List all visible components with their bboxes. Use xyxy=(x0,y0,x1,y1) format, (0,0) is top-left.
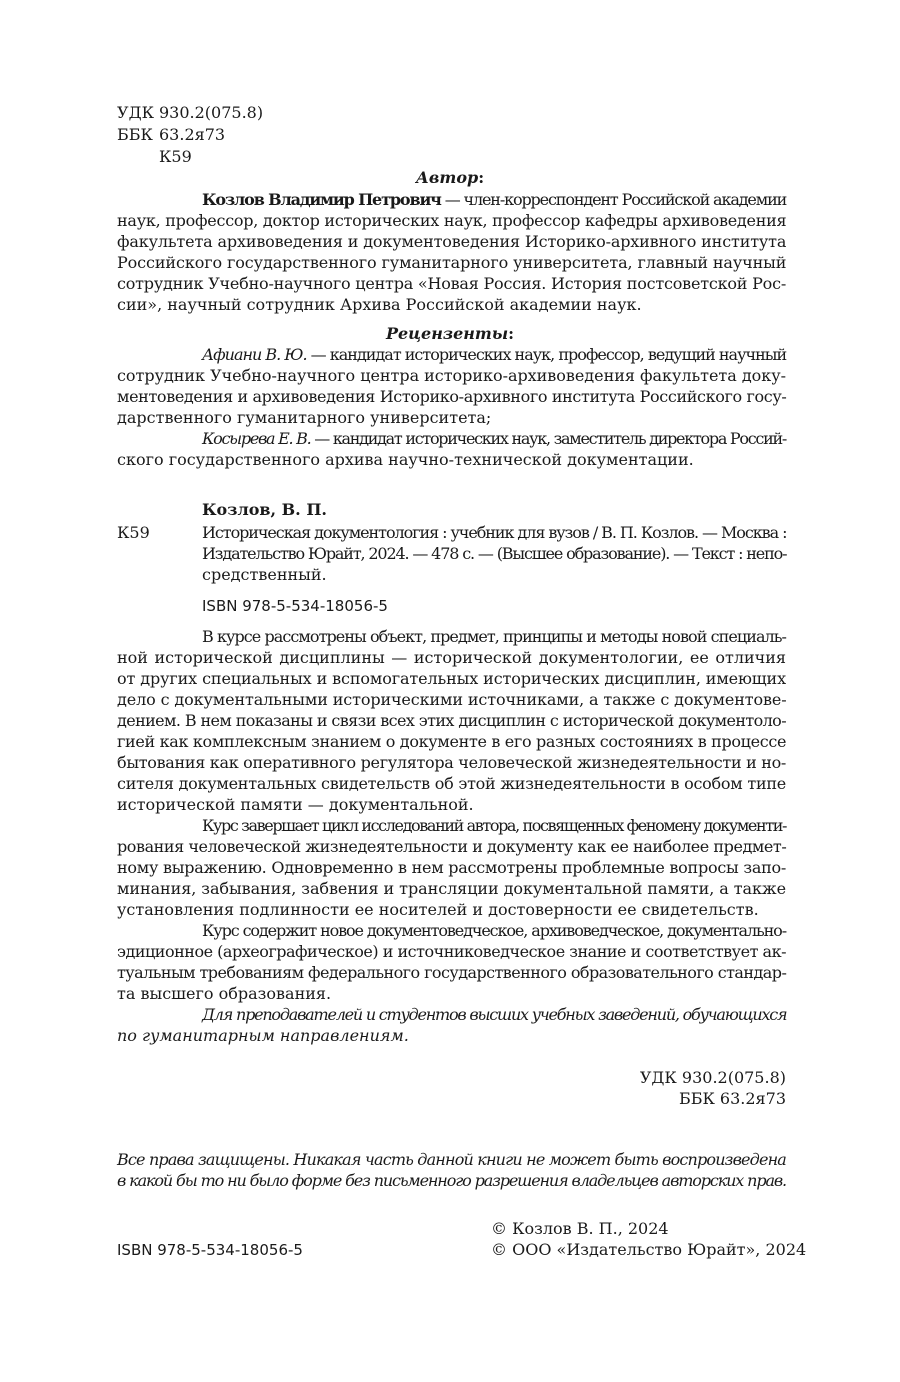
author-sign: К59 xyxy=(159,147,192,166)
reviewers-heading: Рецензенты: xyxy=(385,324,515,343)
ann-p2-line-3: ному выражению. Одновременно в нем рассмотрены проблемные вопросы запо- xyxy=(117,858,787,877)
udk-row xyxy=(117,102,317,124)
ann-p2-line-4: минания, забывания, забвения и трансляции документальной памяти, а также xyxy=(117,879,786,898)
bbk-value: 63.2я73 xyxy=(159,125,226,144)
bib-sign: К59 xyxy=(117,523,150,542)
udk-label: УДК xyxy=(117,103,154,122)
author-line-6: сии», научный сотрудник Архива Российской академии наук. xyxy=(117,295,642,314)
reviewer1-line-2: сотрудник Учебно-научного центра историко-архивоведения факультета доку- xyxy=(117,366,786,385)
ann-p3-line-1: Курс содержит новое документоведческое, архивоведческое, документально- xyxy=(202,921,786,940)
bib-heading: Козлов, В. П. xyxy=(202,500,327,519)
author-heading: Автор: xyxy=(415,168,485,187)
reviewer1-line-3: ментоведения и архивоведения Историко-архивного института Российского госу- xyxy=(117,387,787,406)
author-line-1: Козлов Владимир Петрович — член-корреспондент Российской академии xyxy=(202,190,787,209)
footer-isbn: ISBN 978-5-534-18056-5 xyxy=(117,1241,303,1259)
reviewer1-line-1: Афиани В. Ю. — кандидат исторических наук, профессор, ведущий научный xyxy=(202,345,787,364)
udk-value: 930.2(075.8) xyxy=(159,103,264,122)
ann-p1-line-3: от других специальных и вспомогательных исторических дисциплин, имеющих xyxy=(117,669,786,688)
ann-p1-line-5: дением. В нем показаны и связи всех этих дисциплин с исторической документоло- xyxy=(117,711,786,730)
ann-p1-line-2: ной исторической дисциплины — исторической документологии, ее отличия xyxy=(117,648,786,667)
ann-p3-line-3: туальным требованиям федерального государственного образовательного стандар- xyxy=(117,963,787,982)
ann-p1-line-1: В курсе рассмотрены объект, предмет, принципы и методы новой специаль- xyxy=(202,627,786,646)
classification-block xyxy=(117,102,317,168)
right-udk: УДК 930.2(075.8) xyxy=(639,1068,786,1087)
ann-p1-line-4: дело с документальными историческими источниками, а также с документове- xyxy=(117,690,787,709)
ann-p1-line-8: сителя документальных свидетельств об этой жизнедеятельности в особом типе xyxy=(117,774,786,793)
ann-p3-line-2: эдиционное (археографическое) и источниковедческое знание и соответствует ак- xyxy=(117,942,786,961)
ann-p2-line-5: установления подлинности ее носителей и достоверности ее свидетельств. xyxy=(117,900,759,919)
copyright-publisher: © ООО «Издательство Юрайт», 2024 xyxy=(491,1240,807,1259)
author-sign-row xyxy=(117,146,317,168)
reviewer1-name: Афиани В. Ю. xyxy=(202,345,307,364)
ann-p2-line-1: Курс завершает цикл исследований автора, посвященных феномену документи- xyxy=(202,816,787,835)
rights-line-2: в какой бы то ни было форме без письменного разрешения владельцев авторских прав. xyxy=(117,1171,786,1190)
audience-line-2: по гуманитарным направлениям. xyxy=(117,1026,409,1045)
reviewer1-line-4: дарственного гуманитарного университета; xyxy=(117,408,492,427)
reviewer2-line-1: Косырева Е. В. — кандидат исторических наук, заместитель директора Россий- xyxy=(202,429,786,448)
ann-p1-line-9: исторической памяти — документальной. xyxy=(117,795,474,814)
bbk-label: ББК xyxy=(117,125,153,144)
author-line-4: Российского государственного гуманитарного университета, главный научный xyxy=(117,253,787,272)
author-line-2: наук, профессор, доктор исторических наук, профессор кафедры архивоведения xyxy=(117,211,787,230)
author-line-5: сотрудник Учебно-научного центра «Новая Россия. История постсоветской Рос- xyxy=(117,274,787,293)
audience-line-1: Для преподавателей и студентов высших учебных заведений, обучающихся xyxy=(202,1005,787,1024)
bib-line-2: Издательство Юрайт, 2024. — 478 с. — (Высшее образование). — Текст : непо- xyxy=(202,544,787,563)
reviewer2-line-2: ского государственного архива научно-технической документации. xyxy=(117,450,694,469)
reviewer2-name: Косырева Е. В. xyxy=(202,429,311,448)
right-bbk: ББК 63.2я73 xyxy=(678,1089,786,1108)
ann-p1-line-7: бытования как оперативного регулятора человеческой жизнедеятельности и но- xyxy=(117,753,786,772)
author-name: Козлов Владимир Петрович xyxy=(202,190,441,209)
rights-line-1: Все права защищены. Никакая часть данной книги не может быть воспроизведена xyxy=(117,1150,786,1169)
bib-line-3: средственный. xyxy=(202,565,327,584)
copyright-author: © Козлов В. П., 2024 xyxy=(491,1219,669,1238)
ann-p2-line-2: рования человеческой жизнедеятельности и документу как ее наиболее предмет- xyxy=(117,837,787,856)
ann-p3-line-4: та высшего образования. xyxy=(117,984,332,1003)
ann-p1-line-6: гией как комплексным знанием о документе в его разных состояниях в процессе xyxy=(117,732,787,751)
author-line-3: факультета архивоведения и документоведения Историко-архивного института xyxy=(117,232,787,251)
bib-isbn: ISBN 978-5-534-18056-5 xyxy=(202,597,388,615)
bbk-row xyxy=(117,124,317,146)
bib-line-1: Историческая документология : учебник для вузов / В. П. Козлов. — Москва : xyxy=(202,523,787,542)
